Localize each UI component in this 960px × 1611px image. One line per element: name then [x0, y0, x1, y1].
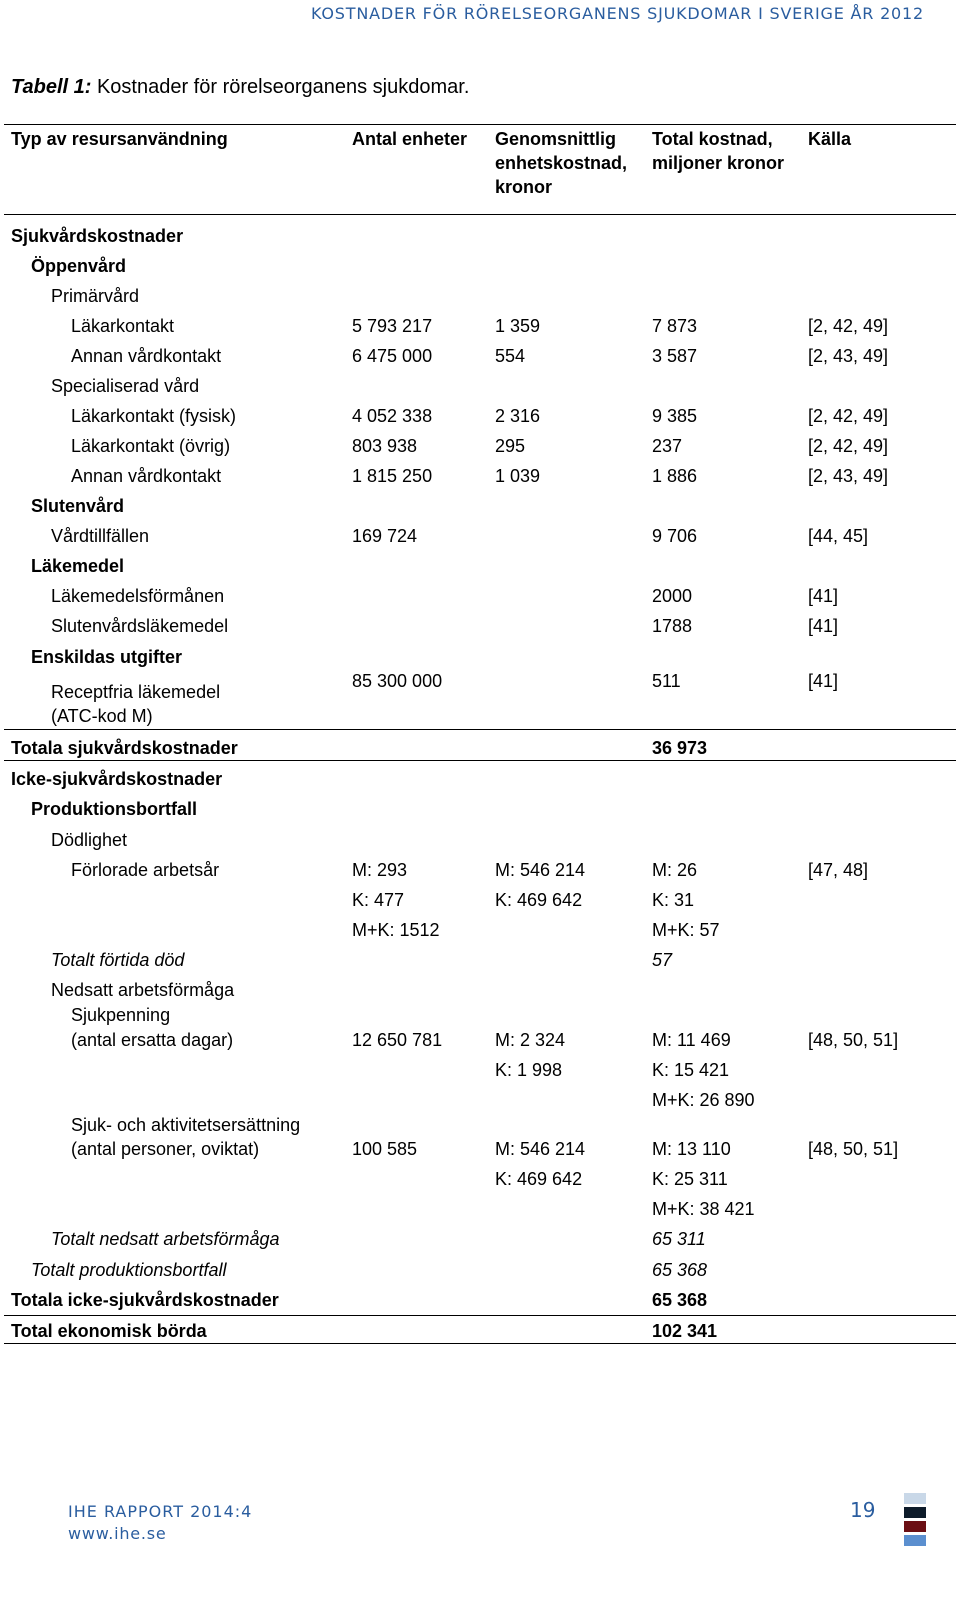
- row-produktionsbortfall: Produktionsbortfall: [31, 799, 197, 819]
- page-number: 19: [850, 1498, 876, 1522]
- cell-avg: M: 546 214: [495, 860, 586, 880]
- cell-total: 65 368: [652, 1290, 708, 1310]
- row-dodlighet: Dödlighet: [51, 830, 128, 850]
- table-caption: [11, 76, 469, 99]
- cell-total: 1788: [652, 616, 693, 636]
- cell-source: [2, 43, 49]: [808, 346, 889, 366]
- row-forlorade-arbetsar: Förlorade arbetsår: [71, 860, 220, 880]
- row-sv-annan: Annan vårdkontakt: [71, 466, 222, 486]
- col-header-avg-cost-3: kronor: [495, 177, 553, 197]
- row-nedsatt-arbetsformaga: Nedsatt arbetsförmåga: [51, 980, 235, 1000]
- cell-units: 169 724: [352, 526, 418, 546]
- color-bar: [904, 1521, 926, 1532]
- cell-total: 7 873: [652, 316, 698, 336]
- cell-avg: M: 2 324: [495, 1030, 566, 1050]
- row-totala-sjukvardskostnader: Totala sjukvårdskostnader: [11, 738, 238, 758]
- caption-text: Kostnader för rörelseorganens sjukdomar.: [91, 76, 470, 98]
- cell-total: 9 706: [652, 526, 698, 546]
- cell-units: 1 815 250: [352, 466, 433, 486]
- row-totalt-fortida-dod: Totalt förtida död: [51, 950, 185, 970]
- row-primarvard: Primärvård: [51, 286, 140, 306]
- cell-source: [48, 50, 51]: [808, 1139, 899, 1159]
- cell-units: 803 938: [352, 436, 418, 456]
- subtotal-bottom-rule: [4, 760, 956, 761]
- cell-total: M: 26: [652, 860, 698, 880]
- cell-units: 12 650 781: [352, 1030, 443, 1050]
- cell-avg: M: 546 214: [495, 1139, 586, 1159]
- cell-total: 65 311: [652, 1229, 706, 1249]
- cell-units: 4 052 338: [352, 406, 433, 426]
- cell-avg: K: 469 642: [495, 890, 583, 910]
- row-total-ekonomisk-borda: Total ekonomisk börda: [11, 1321, 207, 1341]
- cell-total: 1 886: [652, 466, 698, 486]
- cell-source: [47, 48]: [808, 860, 869, 880]
- col-header-total-1: Total kostnad,: [652, 129, 773, 149]
- cell-source: [2, 42, 49]: [808, 316, 889, 336]
- cell-avg: K: 1 998: [495, 1060, 563, 1080]
- row-vardtillfallen: Vårdtillfällen: [51, 526, 150, 546]
- row-sjukvardskostnader: Sjukvårdskostnader: [11, 226, 184, 246]
- color-bar: [904, 1507, 926, 1518]
- cell-total: M+K: 38 421: [652, 1199, 755, 1219]
- col-header-avg-cost-2: enhetskostnad,: [495, 153, 628, 173]
- row-specialiserad: Specialiserad vård: [51, 376, 200, 396]
- total-top-rule: [4, 1315, 956, 1316]
- cell-source: [44, 45]: [808, 526, 869, 546]
- cell-total: 237: [652, 436, 683, 456]
- cell-source: [2, 42, 49]: [808, 436, 889, 456]
- cell-total: K: 25 311: [652, 1169, 728, 1189]
- row-icke-sjukvardskostnader: Icke-sjukvårdskostnader: [11, 769, 223, 789]
- cell-total: K: 15 421: [652, 1060, 730, 1080]
- col-header-type: Typ av resursanvändning: [11, 129, 228, 149]
- header-bottom-rule: [4, 214, 956, 215]
- col-header-source: Källa: [808, 129, 852, 149]
- row-sv-fysisk: Läkarkontakt (fysisk): [71, 406, 237, 426]
- subtotal-top-rule: [4, 729, 956, 730]
- cell-units: 100 585: [352, 1139, 418, 1159]
- col-header-avg-cost-1: Genomsnittlig: [495, 129, 616, 149]
- cell-avg: 1 359: [495, 316, 541, 336]
- cell-source: [2, 42, 49]: [808, 406, 889, 426]
- cell-units: 85 300 000: [352, 671, 443, 691]
- cell-total: M+K: 57: [652, 920, 720, 940]
- footer-url: www.ihe.se: [68, 1524, 167, 1543]
- row-pv-annan: Annan vårdkontakt: [71, 346, 222, 366]
- cell-source: [2, 43, 49]: [808, 466, 889, 486]
- row-totalt-nedsatt: Totalt nedsatt arbetsförmåga: [51, 1229, 280, 1249]
- row-receptfria-line1: Receptfria läkemedel: [51, 682, 221, 702]
- cell-avg: 1 039: [495, 466, 541, 486]
- cell-source: [41]: [808, 616, 839, 636]
- cell-avg: 295: [495, 436, 526, 456]
- cell-source: [48, 50, 51]: [808, 1030, 899, 1050]
- cell-total: M: 13 110: [652, 1139, 731, 1159]
- cell-units: 5 793 217: [352, 316, 433, 336]
- cell-total: 511: [652, 671, 681, 691]
- row-slutenvardslakemedel: Slutenvårdsläkemedel: [51, 616, 229, 636]
- cell-avg: 554: [495, 346, 526, 366]
- row-sjuk-och-aktivitet-line1: Sjuk- och aktivitetsersättning: [71, 1115, 301, 1135]
- row-enskildas-utgifter: Enskildas utgifter: [31, 647, 183, 667]
- cell-total: 3 587: [652, 346, 698, 366]
- row-pv-lakarkontakt: Läkarkontakt: [71, 316, 175, 336]
- cell-total: 9 385: [652, 406, 698, 426]
- page-header-title: KOSTNADER FÖR RÖRELSEORGANENS SJUKDOMAR I SVERIGE ÅR 2012: [310, 4, 924, 23]
- cell-avg: K: 469 642: [495, 1169, 583, 1189]
- cell-total: K: 31: [652, 890, 695, 910]
- color-bar: [904, 1535, 926, 1546]
- row-sv-ovrig: Läkarkontakt (övrig): [71, 436, 231, 456]
- cell-units: 6 475 000: [352, 346, 433, 366]
- row-totalt-produktionsbortfall: Totalt produktionsbortfall: [31, 1260, 227, 1280]
- row-sjukpenning-line2: (antal ersatta dagar): [71, 1030, 234, 1050]
- footer-color-bars: [904, 1493, 926, 1549]
- cell-total: 65 368: [652, 1260, 708, 1280]
- color-bar: [904, 1493, 926, 1504]
- row-totala-icke-sjukvard: Totala icke-sjukvårdskostnader: [11, 1290, 279, 1310]
- cell-total: 36 973: [652, 738, 708, 758]
- row-sjukpenning-line1: Sjukpenning: [71, 1005, 171, 1025]
- table-top-rule: [4, 124, 956, 125]
- row-oppenvard: Öppenvård: [31, 256, 127, 276]
- table-bottom-rule: [4, 1343, 956, 1344]
- cell-source: [41]: [808, 586, 839, 606]
- cell-units: M: 293: [352, 860, 408, 880]
- row-receptfria-line2: (ATC-kod M): [51, 706, 153, 726]
- col-header-units: Antal enheter: [352, 129, 468, 149]
- cell-total: 102 341: [652, 1321, 718, 1341]
- cell-units: K: 477: [352, 890, 405, 910]
- row-lakemedel: Läkemedel: [31, 556, 125, 576]
- caption-label: Tabell 1:: [11, 76, 92, 98]
- cell-units: M+K: 1512: [352, 920, 440, 940]
- row-lakemedelsformanen: Läkemedelsförmånen: [51, 586, 225, 606]
- row-slutenvard: Slutenvård: [31, 496, 125, 516]
- cell-total: 57: [652, 950, 673, 970]
- col-header-total-2: miljoner kronor: [652, 153, 785, 173]
- cell-total: M: 11 469: [652, 1030, 731, 1050]
- cell-total: M+K: 26 890: [652, 1090, 755, 1110]
- cell-avg: 2 316: [495, 406, 541, 426]
- row-sjuk-och-aktivitet-line2: (antal personer, oviktat): [71, 1139, 260, 1159]
- cell-source: [41]: [808, 671, 839, 691]
- cell-total: 2000: [652, 586, 693, 606]
- footer-report: IHE RAPPORT 2014:4: [68, 1502, 253, 1521]
